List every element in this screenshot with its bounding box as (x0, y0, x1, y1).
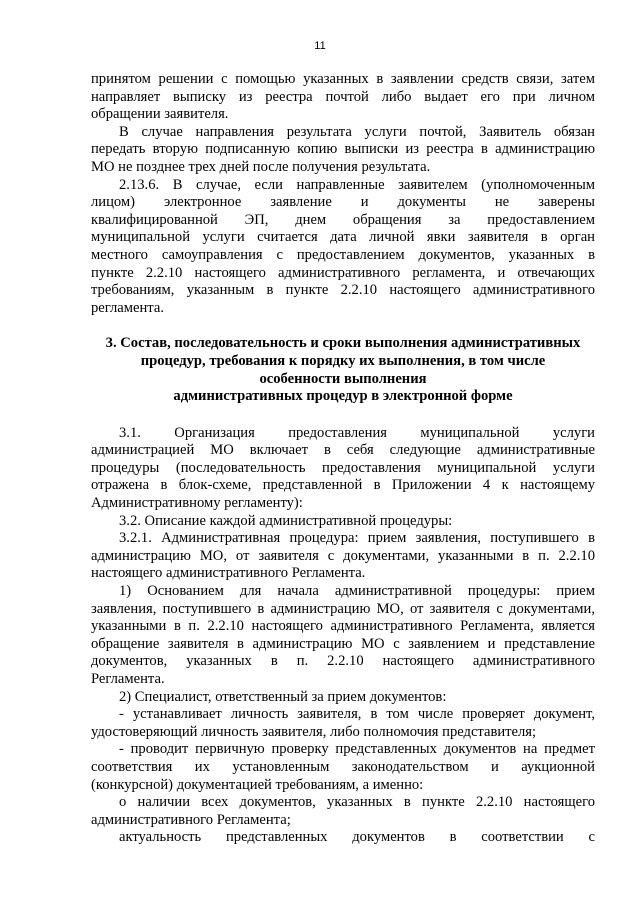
text-line: 1) Основанием для начала административной процедуры: прием (119, 583, 595, 600)
text-line: отражена в блок-схеме, представленной в Приложении 4 к настоящему (91, 477, 595, 494)
text-line: настоящего административного Регламента. (91, 565, 366, 582)
paragraph (91, 530, 595, 583)
text-line: - устанавливает личность заявителя, в том числе проверяет документ, (119, 706, 595, 723)
paragraph (91, 706, 595, 741)
text-line: о наличии всех документов, указанных в пункте 2.2.10 настоящего (119, 794, 595, 811)
text-line: МО не позднее трех дней после получения результата. (91, 158, 431, 175)
section-heading (91, 335, 595, 405)
text-line: требованиям, указанным в пункте 2.2.10 настоящего административного (91, 282, 595, 299)
paragraph (91, 794, 595, 829)
text-line: Регламента. (91, 671, 165, 687)
document-body (91, 71, 595, 847)
paragraph (91, 513, 595, 531)
text-line: квалифицированной ЭП, днем обращения за предоставлением (91, 211, 595, 228)
heading-line: административных процедур в электронной форме (173, 388, 513, 405)
text-line: 2.13.6. В случае, если направленные заявителем (уполномоченным (119, 176, 595, 193)
text-line: - проводит первичную проверку представленных документов на предмет (119, 741, 595, 758)
page-number: 11 (314, 40, 326, 52)
text-line: администрацией МО включает в себя следующие административные (91, 442, 595, 459)
text-line: В случае направления результата услуги почтой, Заявитель обязан (119, 123, 595, 140)
text-line: актуальность представленных документов в соответствии с (119, 829, 595, 846)
heading-line: процедур, требования к порядку их выполнения, в том числе (140, 352, 546, 369)
text-line: Административному регламенту): (91, 495, 303, 512)
heading-line: 3. Состав, последовательность и сроки выполнения административных (105, 335, 581, 352)
paragraph (91, 124, 595, 177)
text-line: местного самоуправления с предоставлением документов, указанных в (91, 246, 595, 263)
text-line: (конкурсной) документацией требованиям, а именно: (91, 776, 424, 793)
text-line: направляет выписку из реестра почтой либо выдает его при личном (91, 88, 595, 105)
paragraph (91, 71, 595, 124)
text-line: соответствия их установленным законодательством и аукционной (91, 758, 595, 775)
text-line: документов, указанных в п. 2.2.10 настоящего административного (91, 653, 595, 670)
text-line: пункте 2.2.10 настоящего административного регламента, и отвечающих (91, 264, 595, 281)
text-line: административного Регламента; (91, 811, 291, 828)
paragraph (91, 425, 595, 513)
text-line: заявления, поступившего в администрацию МО, от заявителя с документами, (91, 600, 595, 617)
text-line: указанными в п. 2.2.10 настоящего административного Регламента, является (91, 618, 595, 635)
text-line: удостоверяющий личность заявителя, либо полномочия представителя; (91, 723, 537, 740)
paragraph (91, 689, 595, 707)
paragraph (91, 829, 595, 847)
text-line: процедуры (последовательность предоставления муниципальной услуги (91, 459, 595, 476)
text-line: регламента. (91, 299, 164, 316)
paragraph (91, 583, 595, 689)
text-line: 3.1. Организация предоставления муниципальной услуги (119, 424, 595, 441)
text-line: лицом) электронное заявление и документы не заверены (91, 194, 595, 211)
text-line: 2) Специалист, ответственный за прием документов: (119, 688, 447, 705)
text-line: обращение заявителя в администрацию МО с заявлением и представление (91, 635, 595, 652)
text-line: принятом решении с помощью указанных в заявлении средств связи, затем (91, 71, 595, 87)
paragraph (91, 177, 595, 318)
text-line: администрацию МО, от заявителя с документами, указанными в п. 2.2.10 (91, 547, 595, 564)
heading-line: особенности выполнения (259, 370, 427, 387)
text-line: передать вторую подписанную копию выписки из реестра в администрацию (91, 141, 595, 158)
paragraph (91, 741, 595, 794)
text-line: 3.2. Описание каждой административной процедуры: (119, 512, 453, 529)
text-line: 3.2.1. Административная процедура: прием заявления, поступившего в (119, 530, 595, 547)
text-line: обращении заявителя. (91, 106, 229, 123)
text-line: муниципальной услуги считается дата личной явки заявителя в орган (91, 229, 595, 246)
